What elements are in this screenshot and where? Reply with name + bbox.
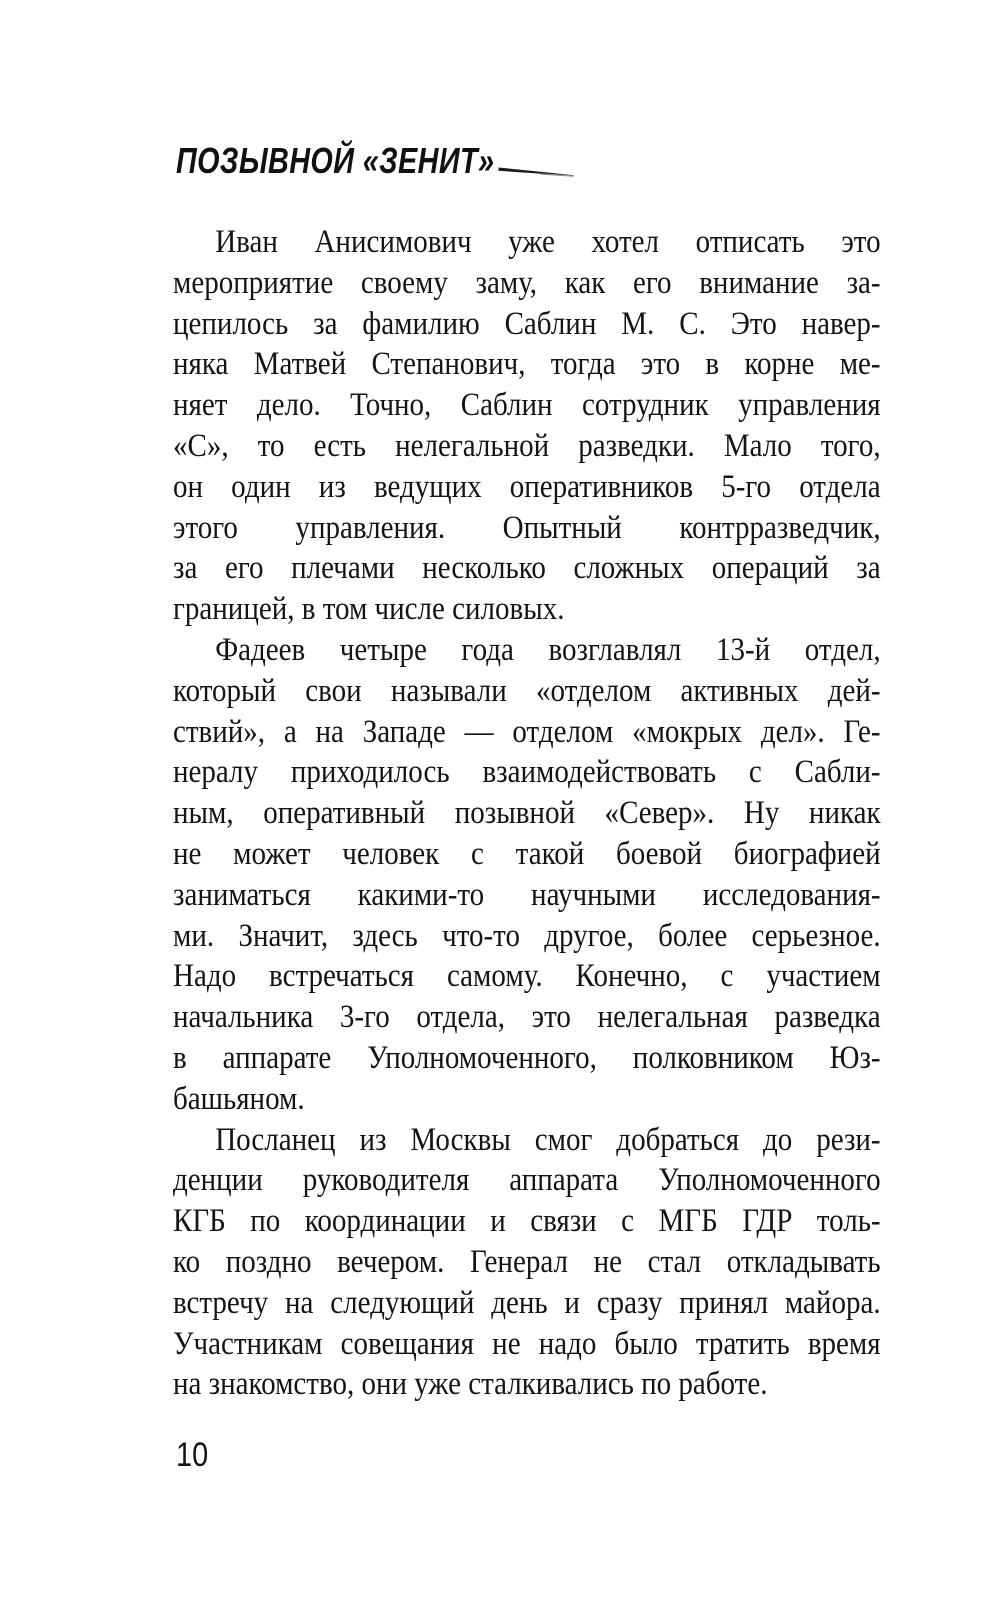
text-line: на знакомство, они уже сталкивались по работе. bbox=[173, 1366, 768, 1403]
text-line: за его плечами несколько сложных операций за bbox=[173, 550, 881, 587]
text-line: Иван Анисимович уже хотел отписать это bbox=[215, 224, 881, 260]
text-line: ко поздно вечером. Генерал не стал откладывать bbox=[173, 1243, 881, 1280]
text-line: няка Матвей Степанович, тогда это в корне ме- bbox=[173, 346, 881, 383]
paragraph bbox=[173, 1120, 881, 1406]
text-line: заниматься какими-то научными исследования- bbox=[173, 876, 881, 913]
text-line: денции руководителя аппарата Уполномоченного bbox=[173, 1162, 881, 1199]
text-line: ным, оперативный позывной «Север». Ну никак bbox=[173, 795, 881, 832]
text-line: Надо встречаться самому. Конечно, с участием bbox=[173, 958, 881, 995]
text-line: этого управления. Опытный контрразведчик, bbox=[173, 509, 881, 546]
text-line: ствий», а на Западе — отделом «мокрых дел». Ге- bbox=[173, 713, 881, 750]
text-line: башьяном. bbox=[173, 1080, 305, 1117]
text-line: нералу приходилось взаимодействовать с Сабли- bbox=[173, 754, 881, 791]
text-line: который свои называли «отделом активных дей- bbox=[173, 672, 881, 709]
text-line: мероприятие своему заму, как его внимание за- bbox=[173, 264, 881, 301]
running-head bbox=[176, 140, 575, 181]
text-line: границей, в том числе силовых. bbox=[173, 591, 565, 628]
text-line: няет дело. Точно, Саблин сотрудник управления bbox=[173, 387, 881, 424]
paragraph bbox=[173, 630, 881, 1120]
text-line: КГБ по координации и связи с МГБ ГДР толь- bbox=[173, 1203, 881, 1240]
text-line: Фадеев четыре года возглавлял 13-й отдел, bbox=[215, 631, 881, 668]
text-line: в аппарате Уполномоченного, полковником Юз- bbox=[173, 1039, 881, 1076]
text-line: он один из ведущих оперативников 5-го отдела bbox=[173, 468, 881, 505]
text-line: «С», то есть нелегальной разведки. Мало того, bbox=[173, 427, 881, 464]
swoosh-icon bbox=[498, 165, 575, 178]
text-line: Участникам совещания не надо было тратить время bbox=[173, 1325, 881, 1362]
text-line: цепилось за фамилию Саблин М. С. Это навер- bbox=[173, 305, 881, 342]
page-number: 10 bbox=[176, 1436, 209, 1474]
text-line: встречу на следующий день и сразу принял майора. bbox=[173, 1284, 881, 1321]
running-head-title: ПОЗЫВНОЙ «ЗЕНИТ» bbox=[176, 140, 495, 181]
paragraph bbox=[173, 222, 881, 630]
text-line: ми. Значит, здесь что-то другое, более серьезное. bbox=[173, 917, 881, 954]
text-line: начальника 3-го отдела, это нелегальная разведка bbox=[173, 999, 881, 1036]
page-body bbox=[173, 222, 881, 1405]
text-line: не может человек с такой боевой биографией bbox=[173, 835, 881, 872]
text-line: Посланец из Москвы смог добраться до рези- bbox=[215, 1121, 881, 1158]
